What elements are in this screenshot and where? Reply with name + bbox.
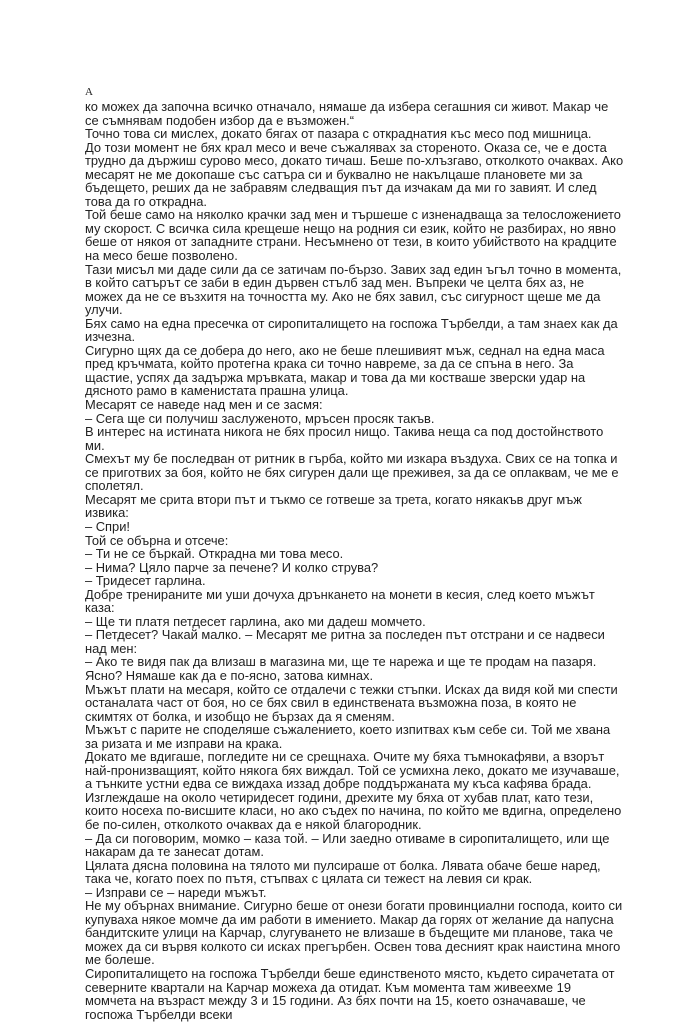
paragraph: Мъжът с парите не споделяше съжалението, което изпитвах към себе си. Той ме хвана за ризата и ме изправи на крака. (85, 722, 611, 751)
paragraph: – Сега ще си получиш заслуженото, мръсен просяк такъв. (85, 410, 435, 426)
paragraph: Месарят ме срита втори път и тъкмо се готвеше за трета, когато някакъв друг мъж извика: (85, 491, 582, 521)
paragraph: Бях само на една пресечка от сиропиталището на госпожа Търбелди, а там знаех как да изчезна. (85, 315, 618, 345)
paragraph: – Ще ти платя петдесет гарлина, ако ми дадеш момчето. (85, 613, 426, 629)
paragraph: Добре тренираните ми уши дочуха дрънкането на монети в кесия, след което мъжът каза: (85, 586, 595, 616)
paragraph: Точно това си мислех, докато бягах от пазара с откраднатия къс месо под мишница. (85, 126, 592, 142)
paragraph: – Ти не се бъркай. Открадна ми това месо. (85, 546, 344, 562)
paragraph: Докато ме вдигаше, погледите ни се срещнаха. Очите му бяха тъмнокафяви, а взорът най-пронизващият, който някога бях виждал. Той се усмихна леко, докато ме изучаваше, а тънките устни едва се виждаха иззад добре поддържаната му къса кафява брада. Изглеждаше на около четиридесет години, дрехите му бяха от хубав плат, като тези, които носеха по-висшите класи, но ако съдех по начина, по който ме вдигна, определено бе по-силен, отколкото очаквах да е някой благородник. (85, 749, 622, 832)
paragraph: – Петдесет? Чакай малко. – Месарят ме ритна за последен път отстрани и се надвеси над мен: (85, 627, 605, 656)
paragraph: – Тридесет гарлина. (85, 573, 206, 589)
paragraph: – Нима? Цяло парче за печене? И колко струва? (85, 559, 379, 575)
paragraph: Смехът му бе последван от ритник в гърба, който ми изкара въздуха. Свих се на топка и се приготвих за боя, който не бях сигурен дали ще преживея, за да се оплаквам, че ме е сполетял. (85, 451, 619, 494)
paragraph: Тази мисъл ми даде сили да се затичам по-бързо. Завих зад един ъгъл точно в момента, в който сатърът се заби в един дървен стълб зад мен. Въпреки че целта бях аз, не можех да не се възхитя на точността му. Ако не бях завил, със сигурност щеше ме да улучи. (85, 261, 622, 318)
paragraph: Не му обърнах внимание. Сигурно беше от онези богати провинциални господа, които си купуваха някое момче да им работи в имението. Макар да горях от желание да напусна бандитските улици на Карчар, слугуването не влизаше в бъдещите ми планове, така че можех да си вървя колкото си исках прегърбен. Освен това десният крак наистина много ме болеше. (85, 898, 623, 968)
paragraph: – Изправи се – нареди мъжът. (85, 884, 267, 900)
paragraph: Мъжът плати на месаря, който се отдалечи с тежки стъпки. Исках да видя кой ми спести останалата част от боя, но се бях свил в единствената възможна поза, в която не скимтях от болка, и изобщо не бързах да я сменям. (85, 681, 618, 724)
paragraph: ко можех да започна всичко отначало, нямаше да избера сегашния си живот. Макар че се съмнявам подобен избор да е възможен.“ (85, 99, 609, 128)
paragraph: Сигурно щях да се добера до него, ако не беше плешивият мъж, седнал на една маса пред кръчмата, който протегна крака си точно навреме, за да се спъна в него. За щастие, успях да задържа мръвката, макар и това да ми костваше зверски удар на дясното рамо в каменистата прашна улица. (85, 342, 605, 399)
paragraph: До този момент не бях крал месо и вече съжалявах за стореното. Оказа се, че е доста трудно да държиш сурово месо, докато тичаш. Беше по-хлъзгаво, отколкото очаквах. Ако месарят не ме докопаше със сатъра си и буквално не накълцаше плановете ми за бъдещето, реших да не забравям следващия път да изчакам да ми го завият. И след това да го открадна. (85, 139, 624, 209)
paragraph: Той се обърна и отсече: (85, 532, 229, 548)
paragraph: Месарят се наведе над мен и се засмя: (85, 397, 323, 413)
paragraph: – Да си поговорим, момко – каза той. – Или заедно отиваме в сиропиталището, или ще накарам да те занесат дотам. (85, 830, 610, 860)
paragraph: – Ако те видя пак да влизаш в магазина ми, ще те нарежа и ще те продам на пазаря. Ясно? Нямаше как да е по-ясно, затова кимнах. (85, 654, 597, 683)
body-text (85, 100, 625, 1021)
paragraph: Той беше само на няколко крачки зад мен и тършеше с изненадваща за телосложението му скорост. С всичка сила крещеше нещо на родния си език, който не разбирах, но явно беше от някоя от западните страни. Несъмнено от тези, в които убийството на крадците на месо беше позволено. (85, 207, 621, 264)
page-marker: A (85, 86, 93, 98)
paragraph: В интерес на истината никога не бях просил нищо. Такива неща са под достойнството ми. (85, 424, 604, 453)
paragraph: Цялата дясна половина на тялото ми пулсираше от болка. Лявата обаче беше наред, така че, когато поех по пътя, стъпвах с цялата си тежест на левия си крак. (85, 857, 601, 887)
paragraph: Сиропиталището на госпожа Търбелди беше единственото място, където сирачетата от северните квартали на Карчар можеха да отидат. Към момента там живеехме 19 момчета на възраст между 3 и 15 години. Аз бях почти на 15, което означаваше, че госпожа Търбелди всеки (85, 966, 615, 1022)
paragraph: – Спри! (85, 518, 130, 534)
